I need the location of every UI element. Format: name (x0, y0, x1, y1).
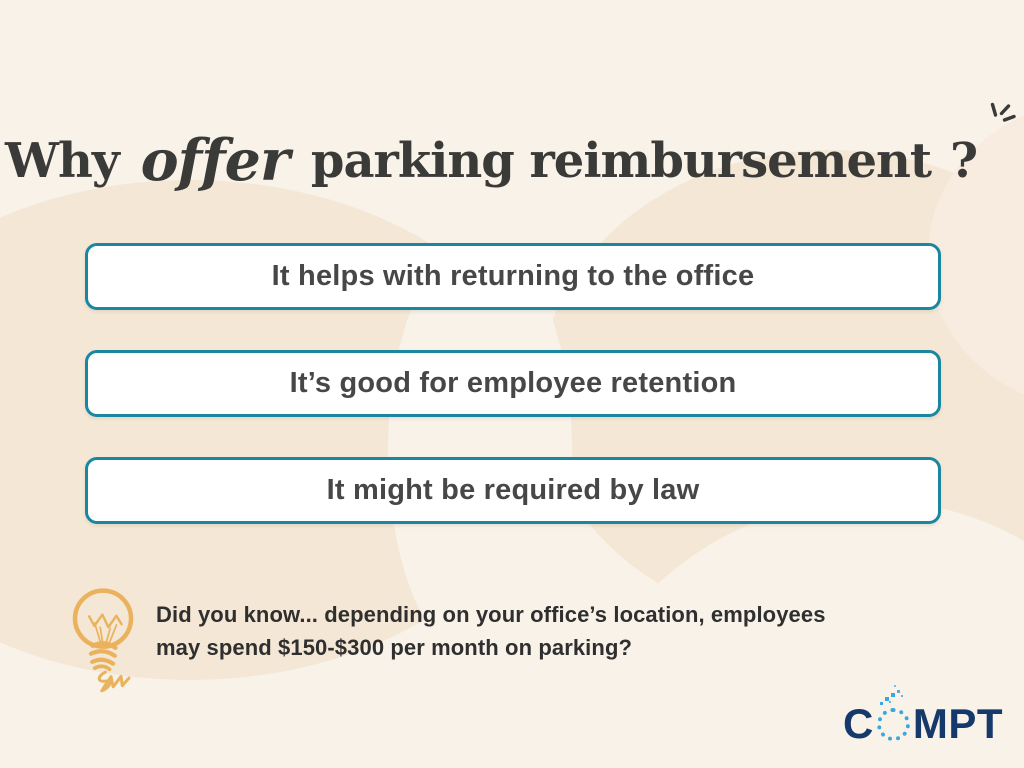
tip-text (156, 598, 886, 664)
title-script-word-offer: offer (140, 127, 289, 194)
comet-o-icon (877, 708, 910, 741)
sparkle-icon (989, 100, 1019, 130)
title-word-why: Why (5, 133, 119, 189)
comet-o-ring (877, 708, 910, 741)
logo-letter-c: C (843, 700, 874, 747)
title-main-text: parking reimbursement (310, 133, 932, 189)
page-title (0, 124, 1024, 194)
compt-logo (843, 700, 1003, 748)
reason-text-2: It’s good for employee retention (289, 367, 737, 399)
title-question-mark: ? (949, 133, 978, 189)
reason-card-2 (85, 350, 941, 417)
tip-line-2: may spend $150-$300 per month on parking? (156, 635, 633, 660)
reason-text-3: It might be required by law (326, 474, 700, 506)
lightbulb-icon (60, 582, 154, 698)
reason-card-1 (85, 243, 941, 310)
reason-text-1: It helps with returning to the office (271, 260, 755, 292)
logo-letters-mpt: MPT (912, 700, 1003, 747)
tip-line-1: Did you know... depending on your office’s location, employees (156, 602, 826, 627)
reason-card-3 (85, 457, 941, 524)
